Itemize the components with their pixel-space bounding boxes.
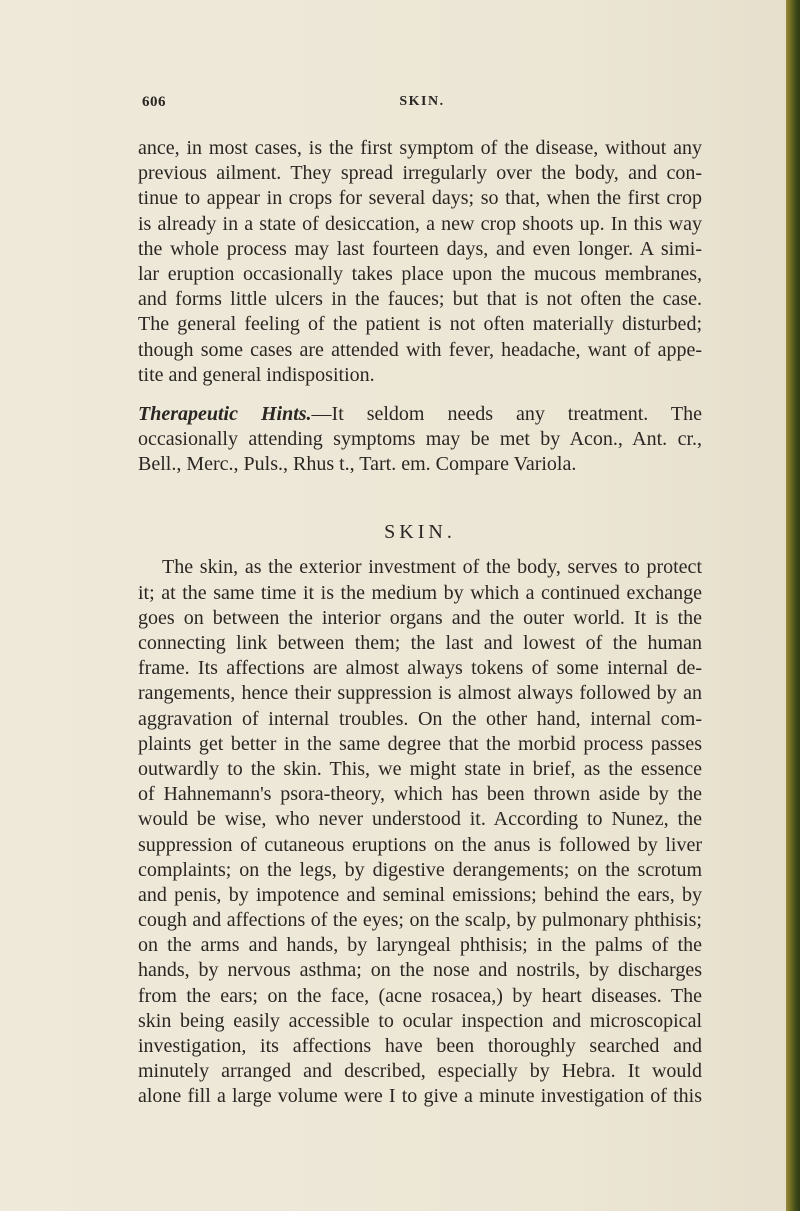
text-line: on the arms and hands, by laryngeal phthisis; in the palms of the <box>138 934 702 957</box>
text-line: previous ailment. They spread irregularly over the body, and con- <box>138 162 702 185</box>
text-line: lar eruption occasionally takes place upon the mucous membranes, <box>138 262 702 285</box>
text-line: and penis, by impotence and seminal emissions; behind the ears, by <box>138 883 702 906</box>
text-line: outwardly to the skin. This, we might state in brief, as the essence <box>138 757 702 780</box>
page-number: 606 <box>142 94 166 110</box>
page-body <box>138 136 702 1110</box>
text-line: occasionally attending symptoms may be met by Acon., Ant. cr., <box>138 428 702 451</box>
text-line: alone fill a large volume were I to give a minute investigation of this <box>138 1085 702 1108</box>
text-line: though some cases are attended with fever, headache, want of appe- <box>138 338 702 361</box>
text-line: investigation, its affections have been thoroughly searched and <box>138 1035 702 1057</box>
text-line: from the ears; on the face, (acne rosacea,) by heart diseases. The <box>138 984 702 1007</box>
therapeutic-hints-heading: Therapeutic Hints. <box>138 402 312 425</box>
text-line: tite and general indisposition. <box>138 363 375 386</box>
text-line: of Hahnemann's psora-theory, which has been thrown aside by the <box>138 783 702 806</box>
text-line: cough and affections of the eyes; on the scalp, by pulmonary phthisis; <box>138 909 702 932</box>
section-title: SKIN. <box>384 521 456 544</box>
text-line: frame. Its affections are almost always tokens of some internal de- <box>138 657 702 680</box>
text-line: minutely arranged and described, especially by Hebra. It would <box>138 1060 702 1083</box>
text-line <box>138 402 702 427</box>
text-line: tinue to appear in crops for several days; so that, when the first crop <box>138 187 702 210</box>
text-line: hands, by nervous asthma; on the nose and nostrils, by discharges <box>138 959 702 982</box>
text-line: Bell., Merc., Puls., Rhus t., Tart. em. Compare Variola. <box>138 453 577 476</box>
text-line: The skin, as the exterior investment of the body, serves to protect <box>162 556 702 579</box>
paragraph-skin <box>138 555 702 1109</box>
text-line: complaints; on the legs, by digestive derangements; on the scrotum <box>138 858 702 881</box>
text-line: connecting link between them; the last and lowest of the human <box>138 632 702 654</box>
text-line: rangements, hence their suppression is almost always followed by an <box>138 682 702 705</box>
page-header <box>142 94 702 118</box>
text-line: skin being easily accessible to ocular inspection and microscopical <box>138 1009 702 1032</box>
text-line: ance, in most cases, is the first symptom of the disease, without any <box>138 137 702 159</box>
text-line: would be wise, who never understood it. According to Nunez, the <box>138 808 702 831</box>
text-line: is already in a state of desiccation, a new crop shoots up. In this way <box>138 212 702 235</box>
text-line: goes on between the interior organs and the outer world. It is the <box>138 606 702 629</box>
page-edge <box>786 0 800 1211</box>
paragraph-eruption <box>138 136 702 388</box>
text-line: and forms little ulcers in the fauces; but that is not often the case. <box>138 288 702 311</box>
text-line: plaints get better in the same degree that the morbid process passes <box>138 732 702 755</box>
text-line: The general feeling of the patient is not often materially disturbed; <box>138 313 702 336</box>
text-line: aggravation of internal troubles. On the other hand, internal com- <box>138 707 702 730</box>
text-line: suppression of cutaneous eruptions on the anus is followed by liver <box>138 833 702 856</box>
paragraph-therapeutic-hints <box>138 402 702 478</box>
running-head: SKIN. <box>399 94 445 109</box>
text-line: it; at the same time it is the medium by which a continued exchange <box>138 581 702 604</box>
text-line: the whole process may last fourteen days, and even longer. A simi- <box>138 237 702 260</box>
therapeutic-hints-text: —It seldom needs any treatment. The <box>311 402 702 425</box>
